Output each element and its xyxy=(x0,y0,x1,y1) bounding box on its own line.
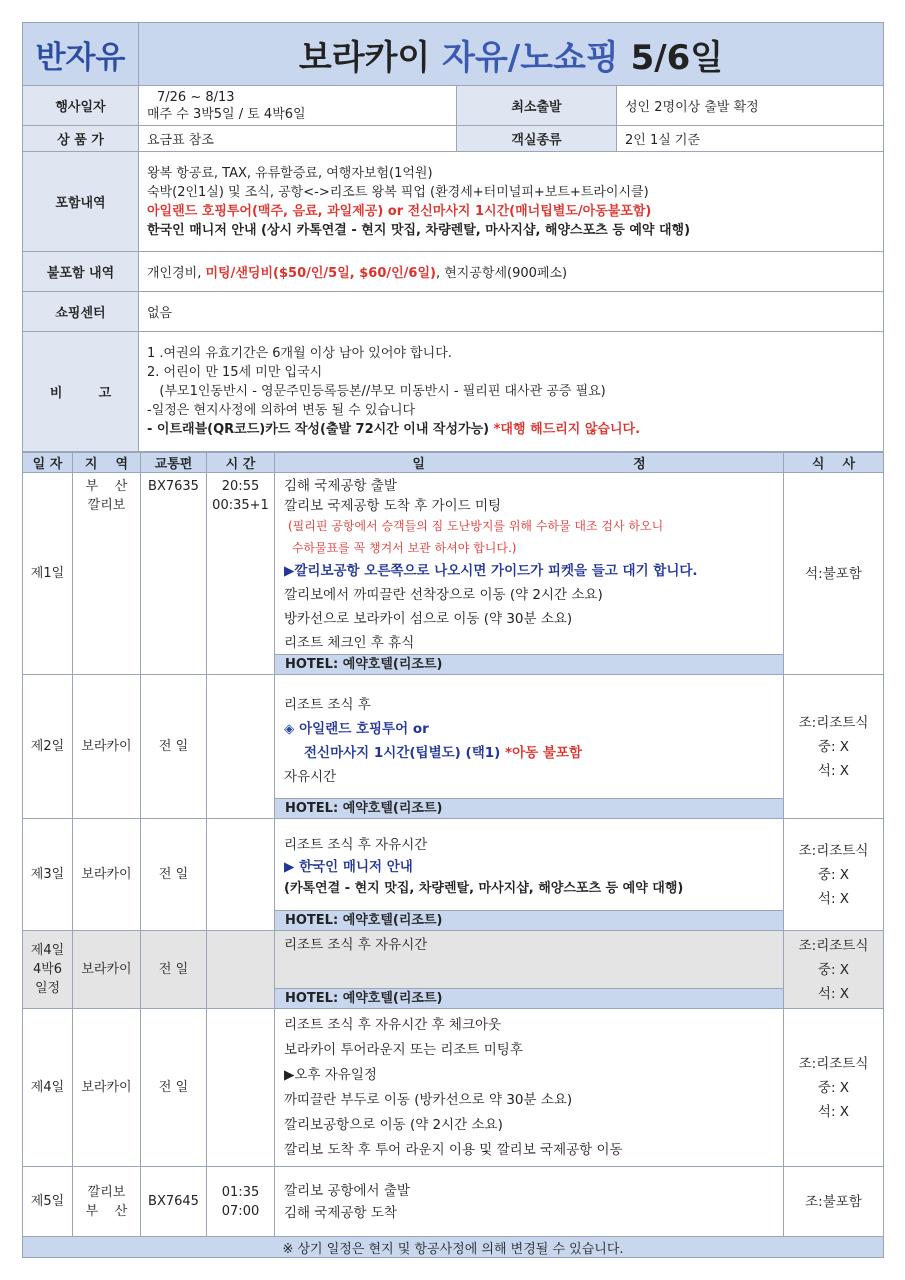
day-3-time xyxy=(207,819,275,931)
day-3-label: 제3일 xyxy=(23,819,73,931)
day-4-meal: 조:리조트식 중: X 석: X xyxy=(784,1009,884,1167)
info-table xyxy=(22,22,884,452)
min-departure-value: 성인 2명이상 출발 확정 xyxy=(617,86,884,126)
day-5-itinerary: 깔리보 공항에서 출발 김해 국제공항 도착 xyxy=(275,1167,784,1237)
day-2-itinerary: 리조트 조식 후 ◈ 아일랜드 호핑투어 or 전신마사지 1시간(팁별도) (택1) *아동 불포함 자유시간 HOTEL: 예약호텔(리조트) xyxy=(275,675,784,819)
day-4-region: 보라카이 xyxy=(73,1009,141,1167)
min-departure-label: 최소출발 xyxy=(457,86,617,126)
day-2-time xyxy=(207,675,275,819)
include-label: 포함내역 xyxy=(23,152,139,252)
day-3-itinerary: 리조트 조식 후 자유시간 ▶ 한국인 매니저 안내 (카톡연결 - 현지 맛집, 차량렌탈, 마사지샵, 해양스포츠 등 예약 대행) HOTEL: 예약호텔(리조트) xyxy=(275,819,784,931)
day-5-region: 깔리보 부 산 xyxy=(73,1167,141,1237)
day-1-hotel: HOTEL: 예약호텔(리조트) xyxy=(275,654,783,674)
day-4-6day-meal: 조:리조트식 중: X 석: X xyxy=(784,931,884,1009)
remark-label: 비 고 xyxy=(23,332,139,452)
header-transport: 교통편 xyxy=(141,453,207,473)
day-2-hotel: HOTEL: 예약호텔(리조트) xyxy=(275,798,783,818)
day-4-6day-label: 제4일 4박6 일정 xyxy=(23,931,73,1009)
day-4-6day-hotel: HOTEL: 예약호텔(리조트) xyxy=(275,988,783,1008)
day-5-label: 제5일 xyxy=(23,1167,73,1237)
tour-itinerary-document xyxy=(22,22,883,1258)
footer-notice: ※ 상기 일정은 현지 및 항공사정에 의해 변경될 수 있습니다. xyxy=(23,1237,884,1258)
day-5-flight: BX7645 xyxy=(141,1167,207,1237)
remark-value: 1 .여권의 유효기간은 6개월 이상 남아 있어야 합니다. 2. 어린이 만 15세 미만 입국시 (부모1인동반시 - 영문주민등록등본//부모 미동반시 - 필리핀 대사관 공증 필요) -일정은 현지사정에 의하여 변동 될 수 있습니다 - 이트래블(QR코드)카드 작성(출발 72시간 이내 작성가능) *대행 해드리지 않습니다. xyxy=(139,332,884,452)
day-4-label: 제4일 xyxy=(23,1009,73,1167)
header-day: 일 자 xyxy=(23,453,73,473)
include-value: 왕복 항공료, TAX, 유류할증료, 여행자보험(1억원) 숙박(2인1실) 및 조식, 공항<->리조트 왕복 픽업 (환경세+터미널피+보트+트라이시클) 아일랜드 호핑투어(맥주, 음료, 과일제공) or 전신마사지 1시간(매너팁별도/아동불포함) 한국인 매니저 안내 (상시 카톡연결 - 현지 맛집, 차량렌탈, 마사지샵, 해양스포츠 등 예약 대행) xyxy=(139,152,884,252)
day-1-label: 제1일 xyxy=(23,473,73,675)
page-title: 보라카이 자유/노쇼핑 5/6일 xyxy=(139,23,884,86)
day-2-region: 보라카이 xyxy=(73,675,141,819)
day-4-6day-transport: 전 일 xyxy=(141,931,207,1009)
day-2-transport: 전 일 xyxy=(141,675,207,819)
brand-label: 반자유 xyxy=(23,23,139,86)
day-4-itinerary: 리조트 조식 후 자유시간 후 체크아웃 보라카이 투어라운지 또는 리조트 미팅후 ▶오후 자유일정 까띠끌란 부두로 이동 (방카선으로 약 30분 소요) 깔리보공항으로 이동 (약 2시간 소요) 깔리보 도착 후 투어 라운지 이용 및 깔리보 국제공항 이동 xyxy=(275,1009,784,1167)
header-region: 지 역 xyxy=(73,453,141,473)
day-2-label: 제2일 xyxy=(23,675,73,819)
day-1-itinerary: 김해 국제공항 출발 깔리보 국제공항 도착 후 가이드 미팅 (필리핀 공항에서 승객들의 짐 도난방지를 위해 수하물 대조 검사 하오니 수하물표를 꼭 챙겨서 보관 하셔야 합니다.) ▶깔리보공항 오른쪽으로 나오시면 가이드가 피켓을 들고 대기 합니다. 깔리보에서 까띠끌란 선착장으로 이동 (약 2시간 소요) 방카선으로 보라카이 섬으로 이동 (약 30분 소요) 리조트 체크인 후 휴식 HOTEL: 예약호텔(리조트) xyxy=(275,473,784,675)
day-4-6day-itinerary: 리조트 조식 후 자유시간 HOTEL: 예약호텔(리조트) xyxy=(275,931,784,1009)
day-4-transport: 전 일 xyxy=(141,1009,207,1167)
day-1-region: 부 산 깔리보 xyxy=(73,473,141,675)
day-1-time: 20:55 00:35+1 xyxy=(207,473,275,675)
day-3-hotel: HOTEL: 예약호텔(리조트) xyxy=(275,910,783,930)
header-meal: 식 사 xyxy=(784,453,884,473)
day-5-meal: 조:불포함 xyxy=(784,1167,884,1237)
header-time: 시 간 xyxy=(207,453,275,473)
shopping-label: 쇼핑센터 xyxy=(23,292,139,332)
schedule-table xyxy=(22,452,884,1258)
price-label: 상 품 가 xyxy=(23,126,139,152)
room-type-value: 2인 1실 기준 xyxy=(617,126,884,152)
room-type-label: 객실종류 xyxy=(457,126,617,152)
shopping-value: 없음 xyxy=(139,292,884,332)
day-3-region: 보라카이 xyxy=(73,819,141,931)
period-label: 행사일자 xyxy=(23,86,139,126)
day-2-meal: 조:리조트식 중: X 석: X xyxy=(784,675,884,819)
day-1-meal: 석:불포함 xyxy=(784,473,884,675)
exclude-label: 불포함 내역 xyxy=(23,252,139,292)
day-1-flight: BX7635 xyxy=(141,473,207,675)
day-3-meal: 조:리조트식 중: X 석: X xyxy=(784,819,884,931)
day-3-transport: 전 일 xyxy=(141,819,207,931)
day-4-6day-time xyxy=(207,931,275,1009)
header-itinerary: 일 정 xyxy=(275,453,784,473)
day-4-time xyxy=(207,1009,275,1167)
day-5-time: 01:35 07:00 xyxy=(207,1167,275,1237)
day-4-6day-region: 보라카이 xyxy=(73,931,141,1009)
exclude-value: 개인경비, 미팅/샌딩비($50/인/5일, $60/인/6일), 현지공항세(900페소) xyxy=(139,252,884,292)
price-value: 요금표 참조 xyxy=(139,126,457,152)
period-value: 7/26 ~ 8/13 매주 수 3박5일 / 토 4박6일 xyxy=(139,86,457,126)
